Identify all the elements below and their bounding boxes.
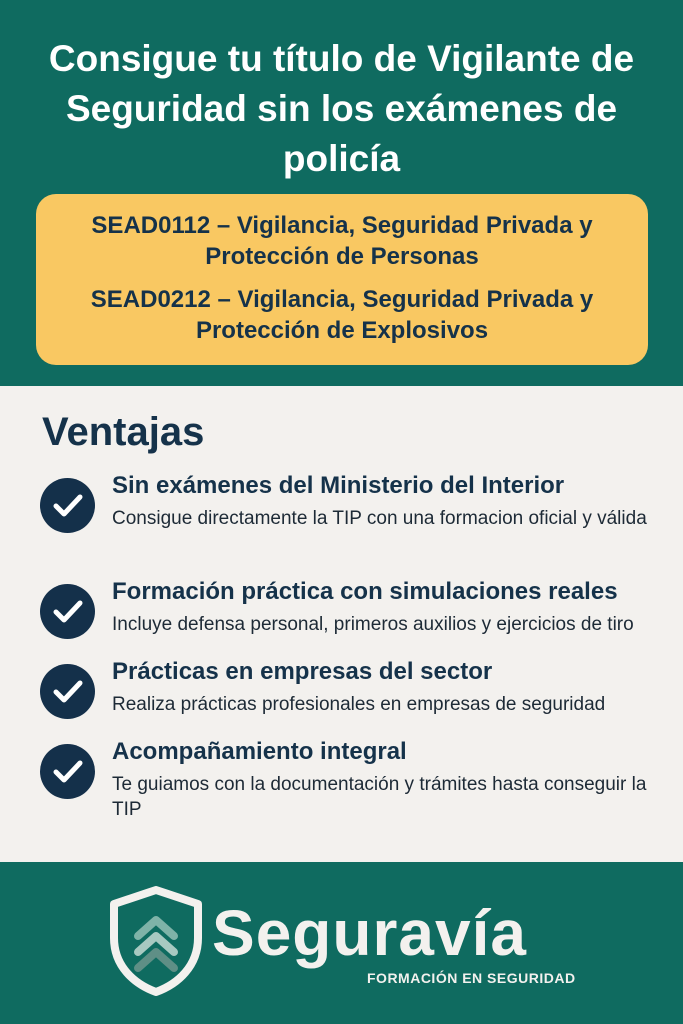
- brand-name: Seguravía: [212, 897, 527, 969]
- advantage-title: Sin exámenes del Ministerio del Interior: [112, 472, 565, 499]
- header: [0, 0, 683, 386]
- advantage-desc: Incluye defensa personal, primeros auxilios y ejercicios de tiro: [112, 614, 634, 635]
- course-sead0112: SEAD0112 – Vigilancia, Seguridad Privada y Protección de Personas: [91, 212, 593, 270]
- advantage-title: Formación práctica con simulaciones reales: [112, 578, 618, 605]
- check-circle-icon: [40, 584, 95, 639]
- advantage-desc: Consigue directamente la TIP con una formacion oficial y válida: [112, 508, 647, 529]
- course-box: [36, 194, 648, 365]
- advantage-desc: Te guiamos con la documentación y trámites hasta conseguir la TIP: [112, 774, 647, 820]
- page-title: Consigue tu título de Vigilante de Seguridad sin los exámenes de policía: [48, 38, 635, 179]
- advantage-desc: Realiza prácticas profesionales en empresas de seguridad: [112, 694, 606, 715]
- advantage-title: Acompañamiento integral: [112, 738, 407, 765]
- shield-chevron-icon: [108, 886, 204, 1001]
- brand-tagline: FORMACIÓN EN SEGURIDAD: [367, 970, 576, 986]
- check-circle-icon: [40, 478, 95, 533]
- footer: [0, 862, 683, 1024]
- advantages-title: Ventajas: [42, 410, 205, 454]
- check-circle-icon: [40, 744, 95, 799]
- advantage-title: Prácticas en empresas del sector: [112, 658, 493, 685]
- advantages-section: [0, 386, 683, 862]
- course-sead0212: SEAD0212 – Vigilancia, Seguridad Privada y Protección de Explosivos: [90, 286, 594, 344]
- check-circle-icon: [40, 664, 95, 719]
